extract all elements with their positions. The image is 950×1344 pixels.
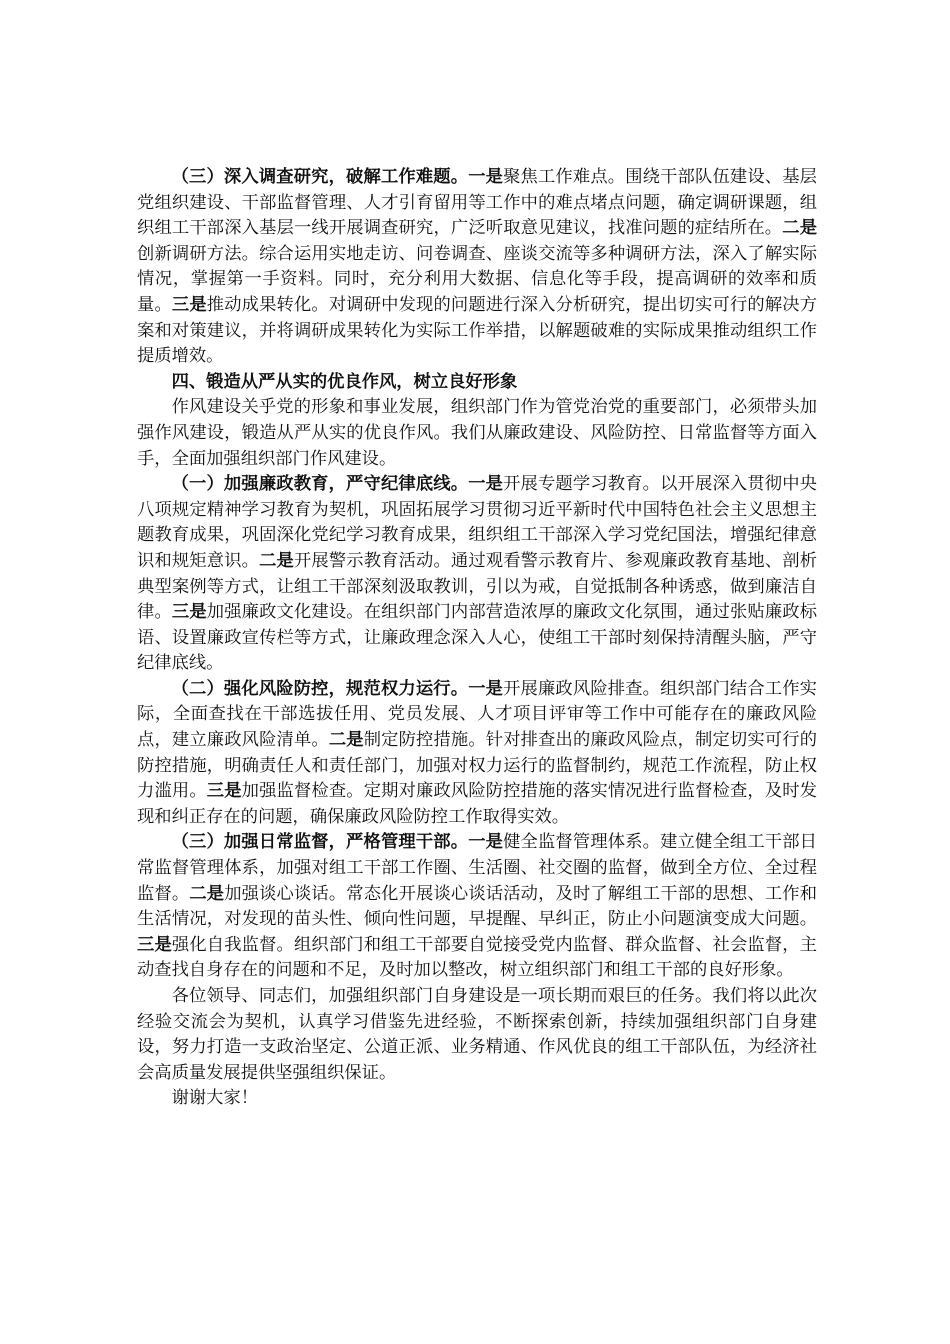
point-marker-3: 三是 (206, 781, 242, 802)
paragraph-thanks (137, 1086, 817, 1112)
document-body (137, 165, 817, 1112)
paragraph-research (137, 165, 817, 370)
section-heading-4-text: 四、锻造从严从实的优良作风，树立良好形象 (171, 371, 518, 392)
point-text-3: 加强监督检查。定期对廉政风险防控措施的落实情况进行监督检查，及时发现和纠正存在的问题，确保廉政风险防控工作取得实效。 (137, 781, 817, 827)
point-text-1: 健全监督管理体系。建立健全组工干部日常监督管理体系，加强对组工干部工作圈、生活圈、社交圈的监督，做到全方位、全过程监督。 (137, 832, 817, 904)
section-heading-4 (137, 370, 817, 396)
point-marker-2: 二是 (259, 550, 294, 571)
point-text-1: 开展廉政风险排查。组织部门结合工作实际，全面查找在干部选拔任用、党员发展、人才项目评审等工作中可能存在的廉政风险点，建立廉政风险清单。 (137, 678, 817, 751)
thanks-text: 谢谢大家！ (171, 1088, 259, 1109)
point-text-2: 加强谈心谈话。常态化开展谈心谈话活动，及时了解组工干部的思想、工作和生活情况，对发现的苗头性、倾向性问题，早提醒、早纠正，防止小问题演变成大问题。 (137, 883, 817, 930)
subheading-integrity: （一）加强廉政教育，严守纪律底线。 (171, 474, 469, 495)
point-marker-1: 一是 (468, 474, 504, 495)
point-text-1: 聚焦工作难点。围绕干部队伍建设、基层党组织建设、干部监督管理、人才引育留用等工作中的难点堵点问题，确定调研课题，组织组工干部深入基层一线开展调查研究，广泛听取意见建议，找准问题的症结所在。 (137, 167, 817, 239)
subheading-research: （三）深入调查研究，破解工作难题。 (171, 167, 469, 187)
point-marker-3: 三是 (171, 294, 207, 315)
point-text-2: 制定防控措施。针对排查出的廉政风险点，制定切实可行的防控措施，明确责任人和责任部门，加强对权力运行的监督制约，规范工作流程，防止权力滥用。 (137, 730, 817, 802)
point-marker-2: 二是 (328, 730, 364, 751)
point-text-3: 加强廉政文化建设。在组织部门内部营造浓厚的廉政文化氛围，通过张贴廉政标语、设置廉政宣传栏等方式，让廉政理念深入人心，使组工干部时刻保持清醒头脑，严守纪律底线。 (137, 602, 817, 674)
point-text-3: 推动成果转化。对调研中发现的问题进行深入分析研究，提出切实可行的解决方案和对策建议，并将调研成果转化为实际工作举措，以解题破难的实际成果推动组织工作提质增效。 (137, 294, 817, 367)
point-text-2: 开展警示教育活动。通过观看警示教育片、参观廉政教育基地、剖析典型案例等方式，让组工干部深刻汲取教训，引以为戒，自觉抵制各种诱惑，做到廉洁自律。 (137, 550, 817, 623)
paragraph-closing (137, 984, 817, 1086)
paragraph-intro (137, 395, 817, 472)
point-text-3: 强化自我监督。组织部门和组工干部要自觉接受党内监督、群众监督、社会监督，主动查找自身存在的问题和不足，及时加以整改，树立组织部门和组工干部的良好形象。 (137, 934, 817, 981)
point-marker-3: 三是 (171, 602, 207, 623)
paragraph-daily-supervision (137, 830, 817, 984)
point-marker-1: 一是 (468, 678, 504, 699)
point-text-2: 创新调研方法。综合运用实地走访、问卷调查、座谈交流等多种调研方法，深入了解实际情况，掌握第一手资料。同时，充分利用大数据、信息化等手段，提高调研的效率和质量。 (137, 243, 817, 315)
point-marker-1: 一是 (468, 167, 504, 187)
subheading-supervision: （三）加强日常监督，严格管理干部。 (171, 832, 469, 853)
point-text-1: 开展专题学习教育。以开展深入贯彻中央八项规定精神学习教育为契机，巩固拓展学习贯彻习近平新时代中国特色社会主义思想主题教育成果，巩固深化党纪学习教育成果，组织组工干部深入学习党纪国法，增强纪律意识和规矩意识。 (137, 474, 817, 571)
subheading-risk: （二）强化风险防控，规范权力运行。 (171, 678, 469, 699)
intro-text: 作风建设关乎党的形象和事业发展，组织部门作为管党治党的重要部门，必须带头加强作风建设，锻造从严从实的优良作风。我们从廉政建设、风险防控、日常监督等方面入手，全面加强组织部门作风建设。 (137, 397, 817, 469)
closing-text: 各位领导、同志们，加强组织部门自身建设是一项长期而艰巨的任务。我们将以此次经验交流会为契机，认真学习借鉴先进经验，不断探索创新，持续加强组织部门自身建设，努力打造一支政治坚定、公道正派、业务精通、作风优良的组工干部队伍，为经济社会高质量发展提供坚强组织保证。 (137, 986, 817, 1083)
point-marker-3: 三是 (137, 934, 172, 955)
point-marker-2: 二是 (189, 883, 225, 904)
paragraph-risk-control (137, 677, 817, 831)
paragraph-integrity-education (137, 472, 817, 677)
point-marker-1: 一是 (468, 832, 504, 853)
point-marker-2: 二是 (782, 218, 817, 239)
